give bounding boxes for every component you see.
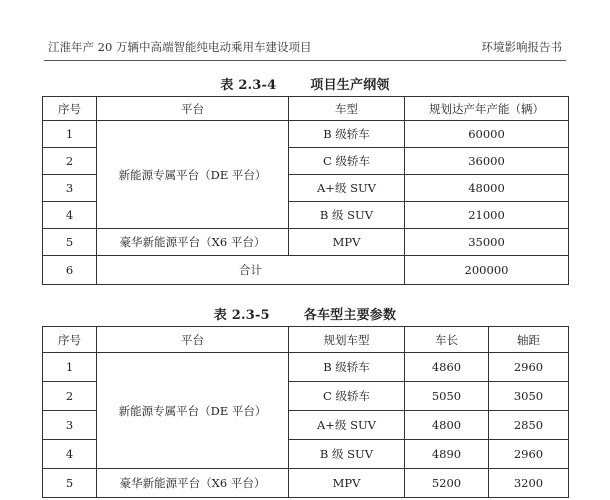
vehicle-length: 4860 bbox=[405, 353, 489, 382]
row-number: 3 bbox=[43, 175, 97, 202]
table2-caption-number: 表 2.3-5 bbox=[213, 308, 270, 323]
column-header: 规划达产年产能（辆） bbox=[405, 97, 569, 121]
table1-caption-number: 表 2.3-4 bbox=[220, 78, 277, 93]
platform-cell-x6: 豪华新能源平台（X6 平台） bbox=[97, 229, 289, 256]
vehicle-wheelbase: 3200 bbox=[489, 469, 569, 498]
row-number: 1 bbox=[43, 121, 97, 148]
vehicle-model: MPV bbox=[289, 469, 405, 498]
table1-caption-title: 项目生产纲领 bbox=[310, 78, 390, 93]
row-number: 4 bbox=[43, 202, 97, 229]
row-number: 3 bbox=[43, 411, 97, 440]
column-header: 车长 bbox=[405, 327, 489, 353]
header-report-title: 环境影响报告书 bbox=[481, 40, 562, 54]
row-number: 1 bbox=[43, 353, 97, 382]
production-capacity-table bbox=[42, 96, 569, 285]
header-project-title: 江淮年产 20 万辆中高端智能纯电动乘用车建设项目 bbox=[48, 40, 312, 54]
row-number: 5 bbox=[43, 469, 97, 498]
total-label: 合计 bbox=[97, 256, 405, 285]
table2-caption-title: 各车型主要参数 bbox=[303, 308, 397, 323]
table-row bbox=[43, 469, 569, 498]
platform-cell-de: 新能源专属平台（DE 平台） bbox=[97, 121, 289, 229]
vehicle-wheelbase: 2850 bbox=[489, 411, 569, 440]
vehicle-length: 4890 bbox=[405, 440, 489, 469]
column-header: 序号 bbox=[43, 97, 97, 121]
platform-cell-x6: 豪华新能源平台（X6 平台） bbox=[97, 469, 289, 498]
table-header-row bbox=[43, 97, 569, 121]
vehicle-wheelbase: 2960 bbox=[489, 353, 569, 382]
column-header: 序号 bbox=[43, 327, 97, 353]
capacity-value: 48000 bbox=[405, 175, 569, 202]
table-row bbox=[43, 353, 569, 382]
vehicle-model: B 级 SUV bbox=[289, 440, 405, 469]
page-header bbox=[48, 38, 562, 56]
capacity-value: 36000 bbox=[405, 148, 569, 175]
row-number: 2 bbox=[43, 148, 97, 175]
table-header-row bbox=[43, 327, 569, 353]
column-header: 轴距 bbox=[489, 327, 569, 353]
column-header: 车型 bbox=[289, 97, 405, 121]
row-number: 6 bbox=[43, 256, 97, 285]
vehicle-model: C 级轿车 bbox=[289, 382, 405, 411]
capacity-value: 21000 bbox=[405, 202, 569, 229]
table1-caption bbox=[0, 74, 610, 93]
table-total-row bbox=[43, 256, 569, 285]
vehicle-model: B 级轿车 bbox=[289, 353, 405, 382]
vehicle-model: B 级 SUV bbox=[289, 202, 405, 229]
vehicle-wheelbase: 3050 bbox=[489, 382, 569, 411]
table2-caption bbox=[0, 304, 610, 323]
row-number: 2 bbox=[43, 382, 97, 411]
platform-cell-de: 新能源专属平台（DE 平台） bbox=[97, 353, 289, 469]
vehicle-model: B 级轿车 bbox=[289, 121, 405, 148]
vehicle-parameters-table bbox=[42, 326, 569, 498]
column-header: 平台 bbox=[97, 327, 289, 353]
header-divider bbox=[44, 60, 566, 61]
row-number: 4 bbox=[43, 440, 97, 469]
row-number: 5 bbox=[43, 229, 97, 256]
vehicle-model: A+级 SUV bbox=[289, 411, 405, 440]
vehicle-length: 4800 bbox=[405, 411, 489, 440]
capacity-value: 60000 bbox=[405, 121, 569, 148]
table-row bbox=[43, 229, 569, 256]
capacity-value: 35000 bbox=[405, 229, 569, 256]
vehicle-length: 5200 bbox=[405, 469, 489, 498]
column-header: 规划车型 bbox=[289, 327, 405, 353]
vehicle-length: 5050 bbox=[405, 382, 489, 411]
vehicle-model: C 级轿车 bbox=[289, 148, 405, 175]
total-capacity-value: 200000 bbox=[405, 256, 569, 285]
vehicle-wheelbase: 2960 bbox=[489, 440, 569, 469]
vehicle-model: A+级 SUV bbox=[289, 175, 405, 202]
table-row bbox=[43, 121, 569, 148]
vehicle-model: MPV bbox=[289, 229, 405, 256]
column-header: 平台 bbox=[97, 97, 289, 121]
